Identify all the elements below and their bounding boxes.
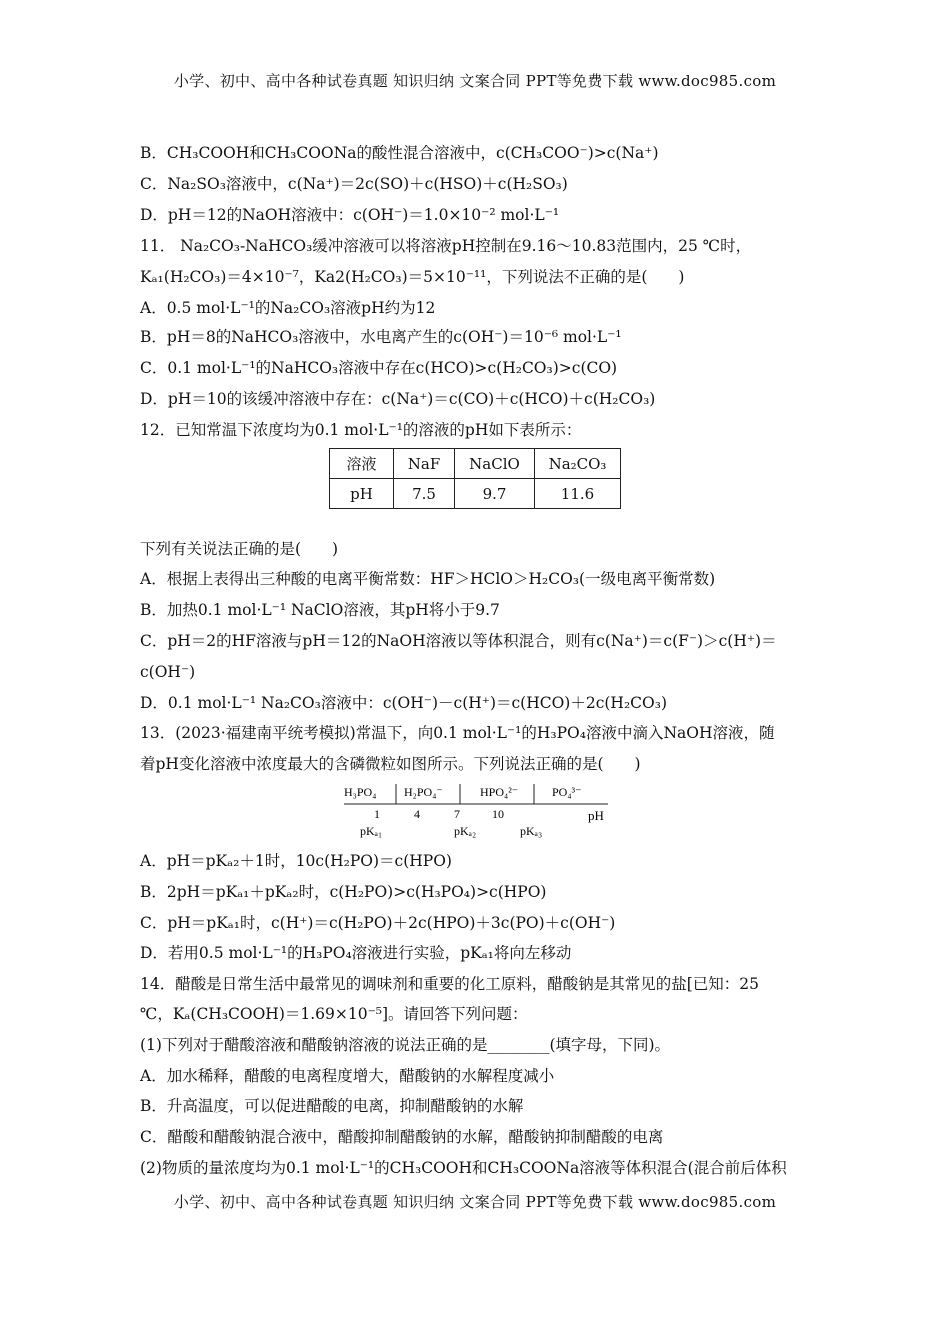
tick-label: 4 [414,807,420,821]
option-11d: D．pH＝10的该缓冲溶液中存在：c(Na⁺)＝c(CO)＋c(HCO)＋c(H₂CO₃) [140,390,656,408]
axis-label: pH [588,808,604,823]
tick-label: 7 [454,807,460,821]
table-cell: NaClO [455,449,535,479]
table-cell: 11.6 [535,479,621,509]
table-cell: NaF [394,449,455,479]
option-11a: A．0.5 mol·L⁻¹的Na₂CO₃溶液pH约为12 [140,299,436,317]
option-13b: B．2pH＝pKₐ₁＋pKₐ₂时，c(H₂PO)>c(H₃PO₄)>c(HPO) [140,883,547,901]
table-row [330,479,621,509]
option-12c: C．pH＝2的HF溶液与pH＝12的NaOH溶液以等体积混合，则有c(Na⁺)＝c(F⁻)＞c(H⁺)＝ [140,632,777,650]
option-13c: C．pH＝pKₐ₁时，c(H⁺)＝c(H₂PO)＋2c(HPO)＋3c(PO)＋c(OH⁻) [140,914,616,932]
pk-label: pKₐ₂ [454,824,477,838]
option-14a: A．加水稀释，醋酸的电离程度增大，醋酸钠的水解程度减小 [140,1067,555,1085]
question-14-stem: 14．醋酸是日常生活中最常见的调味剂和重要的化工原料，醋酸钠是其常见的盐[已知：25 [140,975,759,993]
species-label: HPO₄²⁻ [480,785,519,799]
page-header: 小学、初中、高中各种试卷真题 知识归纳 文案合同 PPT等免费下载 www.doc985.com [173,72,777,90]
option-12b: B．加热0.1 mol·L⁻¹ NaClO溶液，其pH将小于9.7 [140,601,500,619]
phosphate-species-diagram [340,778,620,840]
tick-label: 10 [492,807,504,821]
species-label: H₃PO₄ [344,785,377,799]
option-13d: D．若用0.5 mol·L⁻¹的H₃PO₄溶液进行实验，pKₐ₁将向左移动 [140,944,572,962]
question-12-stem: 12．已知常温下浓度均为0.1 mol·L⁻¹的溶液的pH如下表所示： [140,421,582,439]
option-13a: A．pH＝pKₐ₂＋1时，10c(H₂PO)＝c(HPO) [140,852,452,870]
option-14c: C．醋酸和醋酸钠混合液中，醋酸抑制醋酸钠的水解，醋酸钠抑制醋酸的电离 [140,1128,664,1146]
option-10b: B．CH₃COOH和CH₃COONa的酸性混合溶液中，c(CH₃COO⁻)>c(Na⁺) [140,144,659,162]
species-label: PO₄³⁻ [552,785,582,799]
table-row [330,449,621,479]
table-cell: 9.7 [455,479,535,509]
question-14-part1: (1)下列对于醋酸溶液和醋酸钠溶液的说法正确的是________(填字母，下同)。 [140,1036,671,1054]
question-13-stem: 13．(2023·福建南平统考模拟)常温下，向0.1 mol·L⁻¹的H₃PO₄溶液中滴入NaOH溶液，随 [140,724,775,742]
option-10d: D．pH＝12的NaOH溶液中：c(OH⁻)＝1.0×10⁻² mol·L⁻¹ [140,206,560,224]
table-cell: Na₂CO₃ [535,449,621,479]
option-14b: B．升高温度，可以促进醋酸的电离，抑制醋酸钠的水解 [140,1097,524,1115]
question-13-stem-cont: 着pH变化溶液中浓度最大的含磷微粒如图所示。下列说法正确的是( ) [140,755,641,773]
option-12a: A．根据上表得出三种酸的电离平衡常数：HF＞HClO＞H₂CO₃(一级电离平衡常数) [140,570,716,588]
question-14-stem-cont: ℃，Kₐ(CH₃COOH)＝1.69×10⁻⁵]。请回答下列问题： [140,1005,528,1023]
option-12c-cont: c(OH⁻) [140,663,196,681]
pk-label: pKₐ₁ [360,824,383,838]
question-11-stem: 11． Na₂CO₃-NaHCO₃缓冲溶液可以将溶液pH控制在9.16～10.83范围内，25 ℃时， [140,237,752,255]
option-11b: B．pH＝8的NaHCO₃溶液中，水电离产生的c(OH⁻)＝10⁻⁶ mol·L⁻¹ [140,328,622,346]
pk-label: pKₐ₃ [520,824,543,838]
table-cell: 7.5 [394,479,455,509]
question-12-prompt: 下列有关说法正确的是( ) [140,540,339,558]
question-11-stem-cont: Kₐ₁(H₂CO₃)＝4×10⁻⁷，Ka2(H₂CO₃)＝5×10⁻¹¹，下列说法不正确的是( ) [140,268,685,286]
table-cell: pH [330,479,394,509]
question-14-part2: (2)物质的量浓度均为0.1 mol·L⁻¹的CH₃COOH和CH₃COONa溶液等体积混合(混合前后体积 [140,1159,787,1177]
species-label: H₂PO₄⁻ [404,785,443,799]
tick-label: 1 [374,807,380,821]
table-cell: 溶液 [330,449,394,479]
page-footer: 小学、初中、高中各种试卷真题 知识归纳 文案合同 PPT等免费下载 www.doc985.com [173,1193,777,1211]
option-10c: C．Na₂SO₃溶液中，c(Na⁺)＝2c(SO)＋c(HSO)＋c(H₂SO₃) [140,175,568,193]
option-11c: C．0.1 mol·L⁻¹的NaHCO₃溶液中存在c(HCO)>c(H₂CO₃)>c(CO) [140,359,618,377]
ph-table [329,448,621,509]
option-12d: D．0.1 mol·L⁻¹ Na₂CO₃溶液中：c(OH⁻)－c(H⁺)＝c(HCO)＋2c(H₂CO₃) [140,694,667,712]
